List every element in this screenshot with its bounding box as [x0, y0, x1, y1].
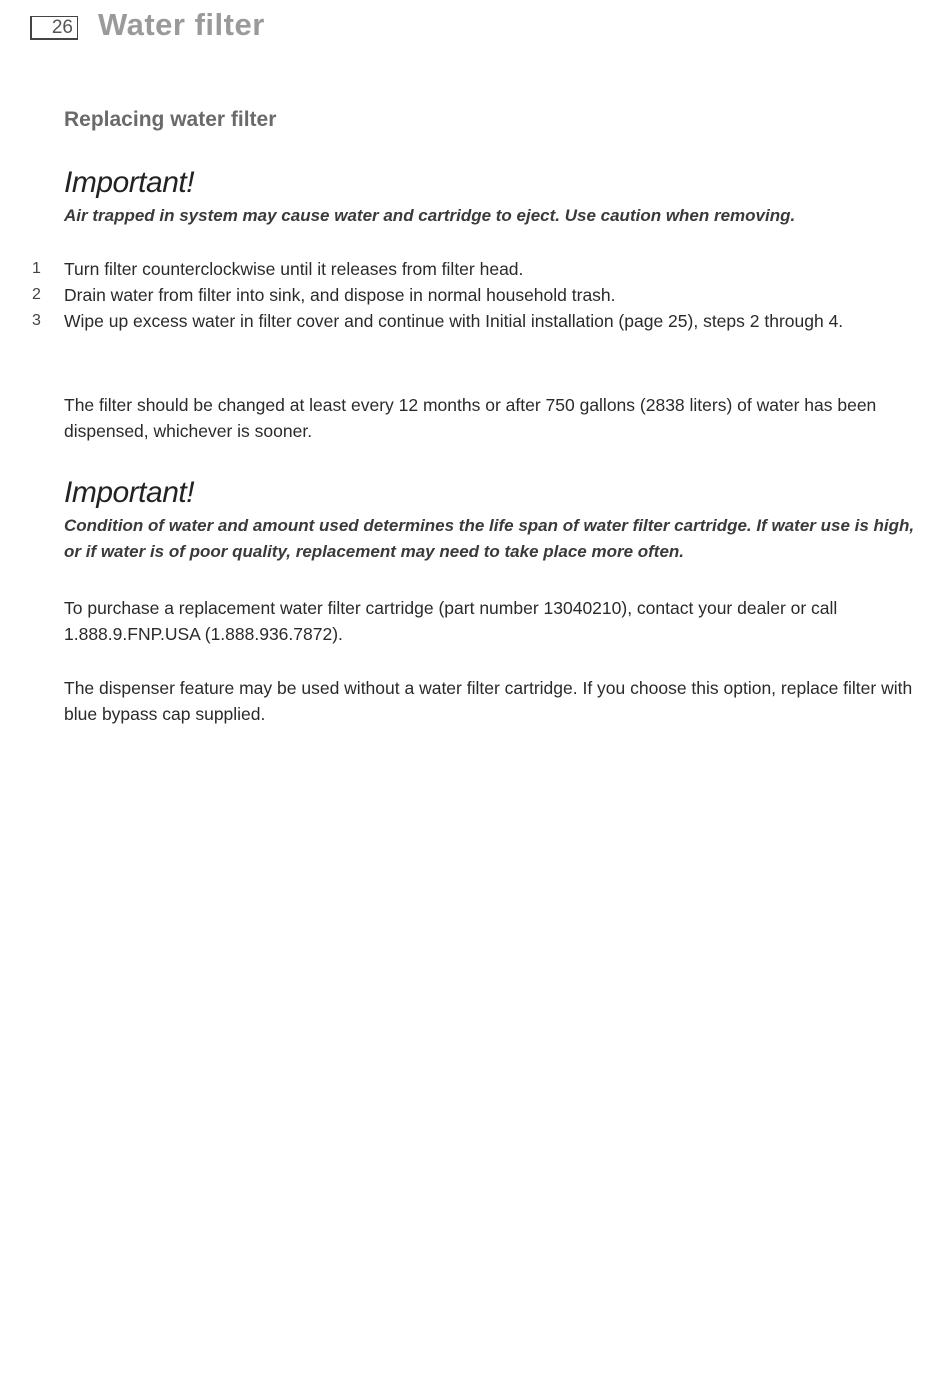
list-item: [0, 282, 950, 308]
bypass-paragraph: The dispenser feature may be used without a water filter cartridge. If you choose this option, replace filter with blue bypass cap supplied.: [64, 678, 913, 724]
section-heading: Replacing water filter: [64, 108, 277, 131]
step-number: 3: [32, 312, 41, 329]
purchase-paragraph: To purchase a replacement water filter cartridge (part number 13040210), contact your dealer or call 1.888.9.FNP.USA (1.888.936.7872).: [64, 598, 838, 644]
step-text: Turn filter counterclockwise until it releases from filter head.: [64, 259, 524, 279]
step-text: Wipe up excess water in filter cover and continue with Initial installation (page 25), steps 2 through 4.: [64, 311, 844, 331]
step-number: 2: [32, 286, 41, 303]
steps-list: [0, 256, 950, 334]
important-text-1: Air trapped in system may cause water and cartridge to eject. Use caution when removing.: [64, 206, 796, 225]
list-item: [0, 256, 950, 282]
page-number: 26: [30, 16, 78, 40]
page-header: [30, 8, 265, 42]
list-item: [0, 308, 950, 334]
important-text-2: Condition of water and amount used determines the life span of water filter cartridge. If water use is high, or if water is of poor quality, replacement may need to take place more often.: [64, 516, 915, 561]
filter-change-paragraph: The filter should be changed at least every 12 months or after 750 gallons (2838 liters) of water has been dispensed, whichever is sooner.: [64, 395, 877, 441]
page-title: Water filter: [98, 7, 265, 42]
step-text: Drain water from filter into sink, and dispose in normal household trash.: [64, 285, 616, 305]
step-number: 1: [32, 260, 41, 277]
important-title-2: Important!: [64, 476, 195, 509]
important-title-1: Important!: [64, 166, 195, 199]
